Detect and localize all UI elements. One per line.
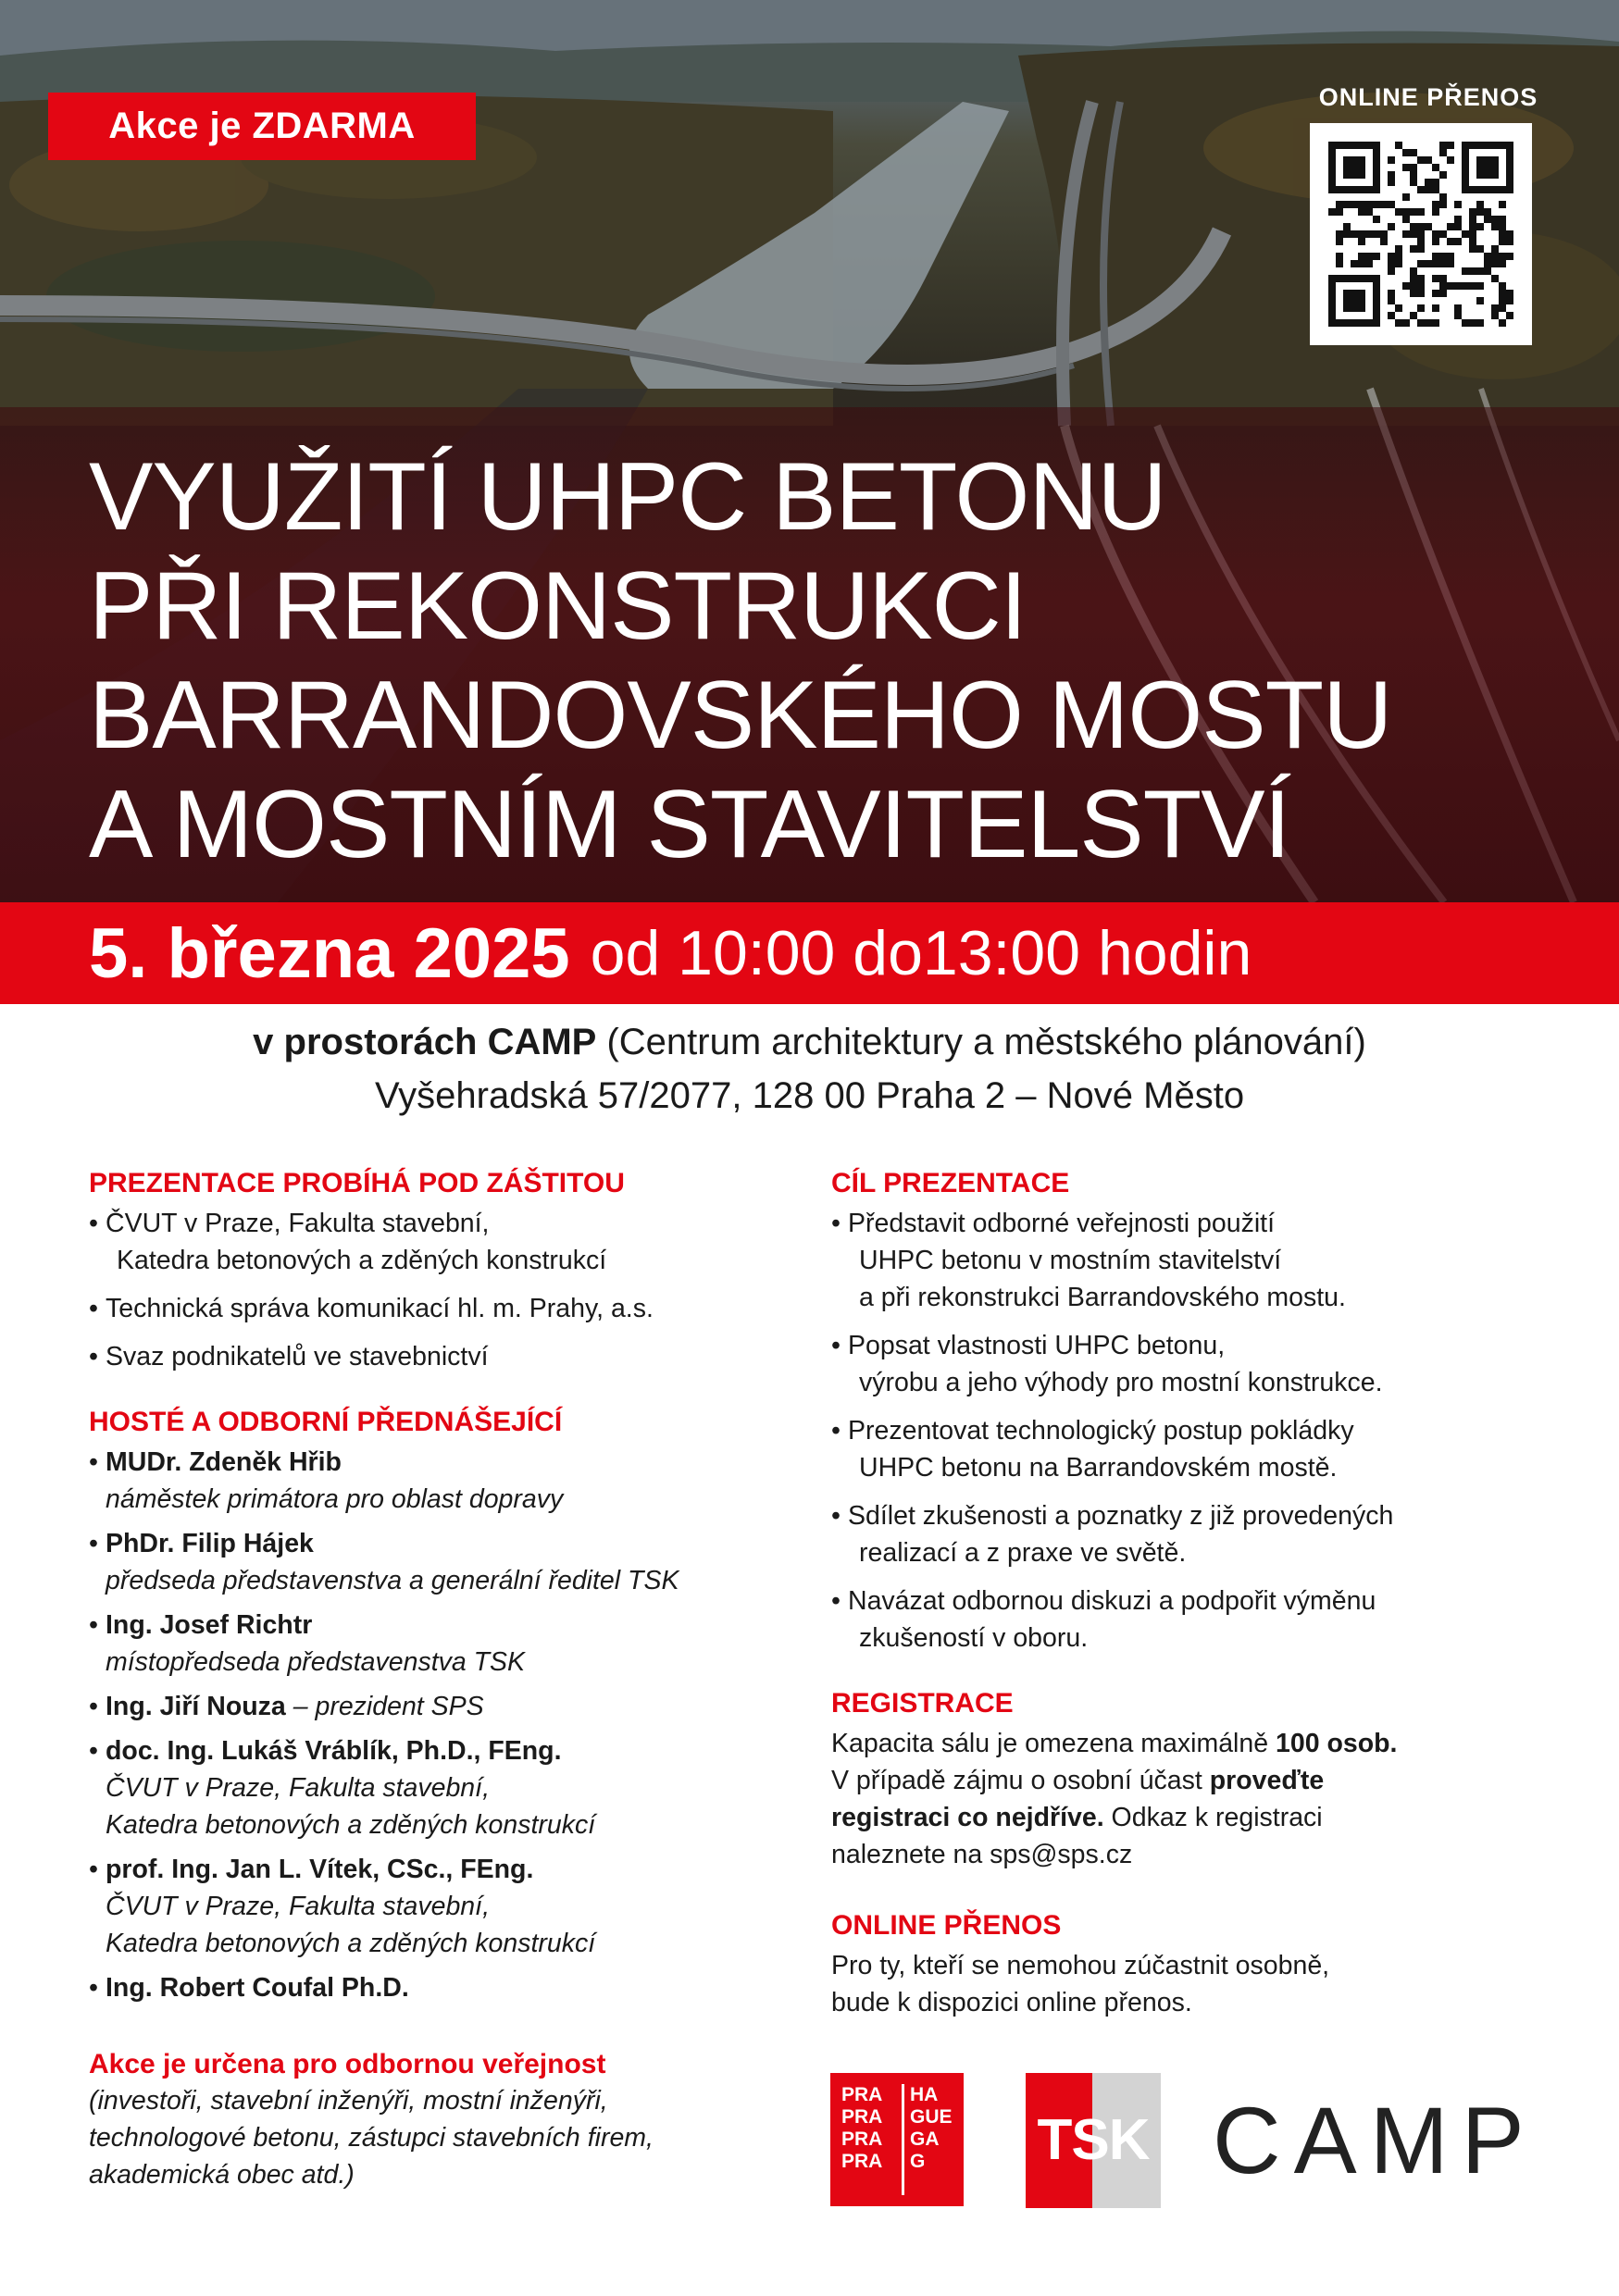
registration-text-part: V případě zájmu o osobní účast: [831, 1766, 1210, 1795]
speaker-item: [89, 1969, 811, 2006]
prague-logo-text: GA: [910, 2128, 940, 2150]
registration-text: [831, 1725, 1535, 1873]
goal-line: a při rekonstrukci Barrandovského mostu.: [859, 1283, 1346, 1312]
right-column: [831, 1166, 1535, 2021]
stream-line: bude k dispozici online přenos.: [831, 1988, 1192, 2017]
registration-capacity: 100 osob.: [1276, 1729, 1398, 1758]
patronage-line: Katedra betonových a zděných konstrukcí: [117, 1246, 607, 1275]
goal-line: Sdílet zkušenosti a poznatky z již provedených: [848, 1501, 1394, 1531]
bullet: •: [89, 1209, 98, 1238]
venue-address: Vyšehradská 57/2077, 128 00 Praha 2 – Nové Město: [374, 1075, 1245, 1116]
speaker-item: [89, 1732, 811, 1843]
goals-list: [831, 1205, 1535, 1657]
prague-logo-text: PRA: [841, 2084, 883, 2105]
speaker-name: doc. Ing. Lukáš Vráblík, Ph.D., FEng.: [106, 1736, 562, 1766]
speakers-list: [89, 1444, 811, 2006]
speaker-item: [89, 1851, 811, 1962]
venue-block: [0, 1015, 1619, 1123]
title-line-1: VYUŽITÍ UHPC BETONU: [89, 443, 1166, 551]
event-time: od 10:00 do13:00 hodin: [590, 918, 1252, 988]
goal-line: UHPC betonu v mostním stavitelství: [859, 1246, 1282, 1275]
stream-title: ONLINE PŘENOS: [831, 1910, 1062, 1941]
speaker-name: Ing. Josef Richtr: [106, 1610, 313, 1640]
bullet: •: [89, 1529, 98, 1558]
speaker-name: Ing. Jiří Nouza: [106, 1692, 286, 1721]
tsk-logo-text: TSK: [1037, 2108, 1150, 2172]
speaker-item: [89, 1607, 811, 1681]
registration-title: REGISTRACE: [831, 1688, 1014, 1719]
goal-line: zkušeností v oboru.: [859, 1623, 1089, 1653]
patronage-line: ČVUT v Praze, Fakulta stavební,: [106, 1209, 490, 1238]
tsk-logo: [1026, 2073, 1161, 2208]
goal-line: Představit odborné veřejnosti použití: [848, 1209, 1276, 1238]
speaker-line: [106, 1607, 811, 1644]
speaker-line: [106, 1851, 811, 1888]
speaker-name: MUDr. Zdeněk Hřib: [106, 1447, 342, 1477]
registration-text-part: Odkaz k registraci: [1103, 1803, 1323, 1832]
speaker-item: [89, 1525, 811, 1599]
speaker-role: – prezident SPS: [293, 1692, 484, 1721]
prague-logo: [830, 2073, 964, 2206]
goal-item: [831, 1205, 1535, 1316]
stream-text: [831, 1947, 1535, 2021]
venue-line-1: [0, 1015, 1619, 1069]
bullet: •: [831, 1416, 841, 1446]
registration-line: [831, 1799, 1535, 1836]
speaker-line: [106, 1688, 811, 1725]
qr-code[interactable]: [1310, 123, 1532, 345]
goal-line: UHPC betonu na Barrandovském mostě.: [859, 1453, 1338, 1483]
event-title: [89, 442, 1588, 879]
goal-line: Navázat odbornou diskuzi a podpořit výměnu: [848, 1586, 1376, 1616]
registration-contact[interactable]: naleznete na sps@sps.cz: [831, 1840, 1133, 1869]
prague-logo-right: [902, 2084, 965, 2195]
left-column: [89, 1166, 811, 2193]
speaker-role: Katedra betonových a zděných konstrukcí: [106, 1929, 596, 1958]
prague-logo-text: GUE: [910, 2106, 953, 2128]
speaker-item: [89, 1688, 811, 1725]
bullet: •: [89, 1855, 98, 1884]
bullet: •: [89, 1610, 98, 1640]
prague-logo-text: PRA: [841, 2128, 883, 2150]
stream-line: Pro ty, kteří se nemohou zúčastnit osobně,: [831, 1951, 1330, 1980]
bullet: •: [89, 1447, 98, 1477]
registration-line: [831, 1762, 1535, 1799]
speaker-role: ČVUT v Praze, Fakulta stavební,: [106, 1892, 490, 1921]
audience-title: Akce je určena pro odbornou veřejnost: [89, 2049, 606, 2079]
patronage-item: [89, 1290, 811, 1327]
goal-item: [831, 1497, 1535, 1571]
patronage-line: Svaz podnikatelů ve stavebnictví: [106, 1342, 489, 1371]
speaker-role: Katedra betonových a zděných konstrukcí: [106, 1810, 596, 1840]
speakers-title: HOSTÉ A ODBORNÍ PŘEDNÁŠEJÍCÍ: [89, 1407, 563, 1437]
goal-line: výrobu a jeho výhody pro mostní konstrukce.: [859, 1368, 1383, 1397]
prague-logo-left: [841, 2084, 893, 2173]
audience-text: [89, 2082, 811, 2193]
patronage-item: [89, 1338, 811, 1375]
bullet: •: [89, 1294, 98, 1323]
bullet: •: [831, 1586, 841, 1616]
speaker-line: [106, 1732, 811, 1769]
speaker-name: prof. Ing. Jan L. Vítek, CSc., FEng.: [106, 1855, 534, 1884]
bullet: •: [89, 1736, 98, 1766]
audience-line: technologové betonu, zástupci stavebních firem,: [89, 2123, 654, 2153]
bullet: •: [831, 1501, 841, 1531]
bullet: •: [831, 1331, 841, 1360]
qr-code-icon: [1328, 142, 1513, 327]
bullet: •: [831, 1209, 841, 1238]
title-line-2: PŘI REKONSTRUKCI: [89, 552, 1027, 660]
online-stream-label: ONLINE PŘENOS: [1318, 83, 1538, 111]
speaker-line: [106, 1525, 811, 1562]
registration-text-part: Kapacita sálu je omezena maximálně: [831, 1729, 1277, 1758]
registration-emphasis: registraci co nejdříve.: [831, 1803, 1104, 1832]
speaker-role: náměstek primátora pro oblast dopravy: [106, 1484, 564, 1514]
patronage-title: PREZENTACE PROBÍHÁ POD ZÁŠTITOU: [89, 1168, 625, 1198]
speaker-role: místopředseda představenstva TSK: [106, 1647, 526, 1677]
audience-line: akademická obec atd.): [89, 2160, 355, 2190]
patronage-list: [89, 1205, 811, 1375]
venue-name: (Centrum architektury a městského plánování): [606, 1022, 1366, 1062]
event-date: 5. března 2025: [89, 913, 570, 993]
audience-line: (investoři, stavební inženýři, mostní inženýři,: [89, 2086, 608, 2116]
bullet: •: [89, 1692, 98, 1721]
free-event-badge: Akce je ZDARMA: [48, 93, 476, 160]
bullet: •: [89, 1342, 98, 1371]
speaker-item: [89, 1444, 811, 1518]
speaker-name: PhDr. Filip Hájek: [106, 1529, 314, 1558]
goal-item: [831, 1412, 1535, 1486]
patronage-line: Technická správa komunikací hl. m. Prahy, a.s.: [106, 1294, 654, 1323]
prague-logo-text: PRA: [841, 2106, 883, 2128]
title-line-4: A MOSTNÍM STAVITELSTVÍ: [89, 771, 1290, 878]
prague-logo-text: G: [910, 2151, 926, 2172]
goal-line: Prezentovat technologický postup pokládky: [848, 1416, 1354, 1446]
goal-item: [831, 1582, 1535, 1657]
goal-item: [831, 1327, 1535, 1401]
hero-photo-area: [0, 0, 1619, 902]
speaker-role: předseda představenstva a generální ředitel TSK: [106, 1566, 679, 1595]
prague-logo-text: HA: [910, 2084, 939, 2105]
patronage-item: [89, 1205, 811, 1279]
goal-line: Popsat vlastnosti UHPC betonu,: [848, 1331, 1226, 1360]
goal-line: realizací a z praxe ve světě.: [859, 1538, 1187, 1568]
date-band: [0, 902, 1619, 1004]
speaker-line: [106, 1969, 811, 2006]
speaker-role: ČVUT v Praze, Fakulta stavební,: [106, 1773, 490, 1803]
speaker-name: Ing. Robert Coufal Ph.D.: [106, 1973, 409, 2003]
camp-logo: CAMP: [1213, 2088, 1538, 2193]
goals-title: CÍL PREZENTACE: [831, 1168, 1070, 1198]
bullet: •: [89, 1973, 98, 2003]
speaker-line: [106, 1444, 811, 1481]
prague-logo-text: PRA: [841, 2151, 883, 2172]
title-line-3: BARRANDOVSKÉHO MOSTU: [89, 662, 1392, 769]
registration-emphasis: proveďte: [1209, 1766, 1325, 1795]
venue-prefix: v prostorách CAMP: [253, 1022, 597, 1062]
registration-line: [831, 1725, 1535, 1762]
